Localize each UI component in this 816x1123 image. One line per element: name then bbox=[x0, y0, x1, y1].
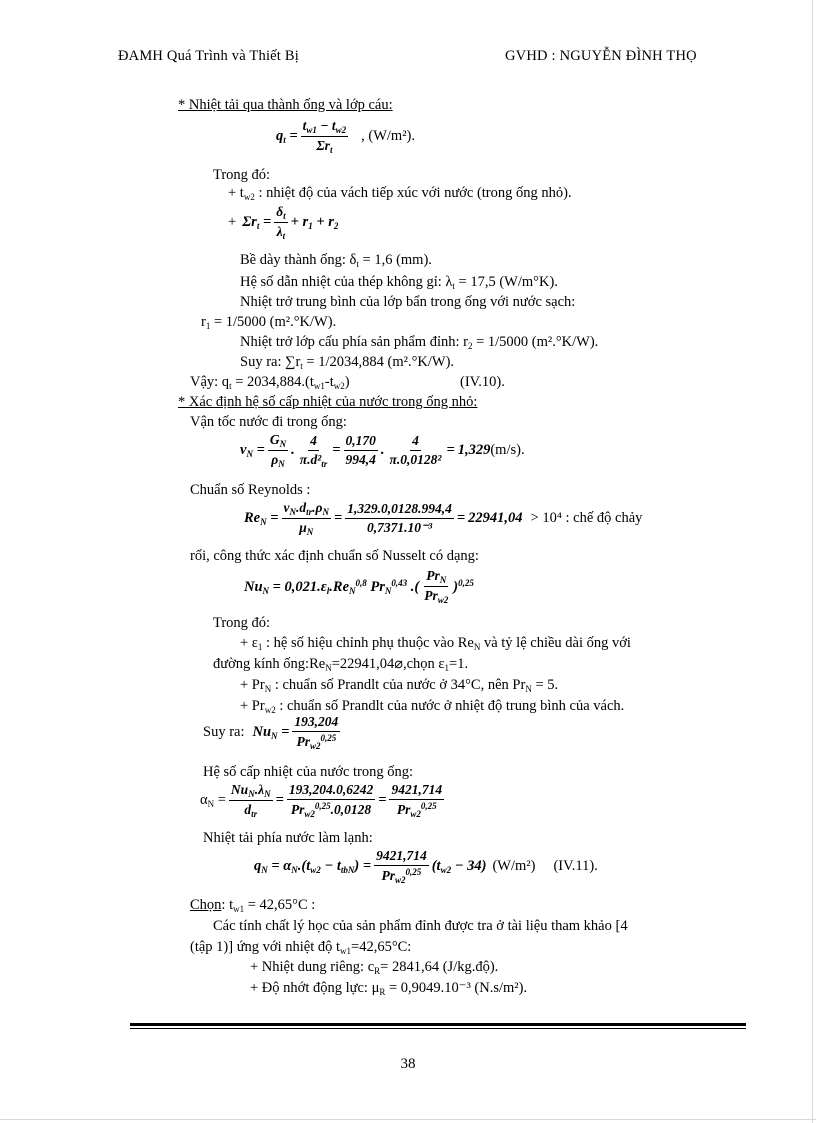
footer-rule-thin bbox=[130, 1028, 746, 1029]
equation-tag-iv10: (IV.10). bbox=[460, 374, 505, 390]
text-van-toc: Vận tốc nước đi trong ống: bbox=[190, 414, 347, 430]
text-nhiet-dung-rieng: + Nhiệt dung riêng: $c_R= 2841,64$ (J/kg.độ). bbox=[250, 959, 499, 976]
text-tw2-desc: + $t_{w2}$ : nhiệt độ của vách tiếp xúc với nước (trong ống nhỏ). bbox=[228, 185, 572, 202]
section-title-heat-transfer-coef: * Xác định hệ số cấp nhiệt của nước trong ống nhỏ: bbox=[178, 394, 478, 410]
text-chon: Chọn: $t_{w1} = 42,65^\circ C$ : bbox=[190, 897, 316, 914]
header-left: ĐAMH Quá Trình và Thiết Bị bbox=[118, 48, 299, 64]
text-vay: Vậy: $q_t = 2034,884.(t_{w1}-t_{w2})$ bbox=[190, 374, 350, 391]
header-right: GVHD : NGUYỄN ĐÌNH THỌ bbox=[505, 48, 697, 64]
equation-alpha: $\alpha_N$ = $\frac{Nu_N.\lambda_N}{d_{tr}}$ = $\frac{193,204.0,6242}{Pr_{w2}^{0,25}.0,0128}$ = $\frac{9421,714}{Pr_{w2}^{0,25}}$ bbox=[200, 782, 443, 819]
text-r1-desc: Nhiệt trở trung bình của lớp bẩn trong ống với nước sạch: bbox=[240, 294, 576, 310]
page-edge-bottom bbox=[0, 1119, 816, 1120]
text-cac-tinh-chat: Các tính chất lý học của sản phẩm đỉnh được tra ở tài liệu tham khảo [4 bbox=[213, 918, 628, 934]
equation-reynolds: $Re_N$ = $\frac{v_N.d_{tr}.\rho_N}{\mu_N}$ = $\frac{1,329.0,0128.994,4}{\text{0,7371.10⁻³}}$ = 22941,04 > 10⁴ : chế độ chảy bbox=[244, 500, 643, 537]
equation-nusselt: $Nu_N = 0,021.\varepsilon_l.Re_N^{0,8}$ $Pr_N^{0,43}$ .( $\frac{Pr_N}{Pr_{w2}}$ )$^{0,25}$ bbox=[244, 568, 474, 605]
text-trong-do-1: Trong đó: bbox=[213, 167, 271, 183]
page-number: 38 bbox=[400, 1056, 416, 1072]
page-edge-right bbox=[812, 0, 813, 1123]
equation-nu-result: Suy ra: $Nu_N$ = $\frac{193,204}{Pr_{w2}^{0,25}}$ bbox=[203, 714, 339, 751]
equation-qt-unit: , (W/m²). bbox=[361, 128, 416, 144]
equation-qn: $q_N = \alpha_N.(t_{w2} - t_{tbN})$ = $\frac{9421,714}{Pr_{w2}^{0,25}}$ $(t_{w2} - 34)$ (W/m²) (IV.11). bbox=[254, 848, 598, 885]
text-tap-1: (tập 1)] ứng với nhiệt độ $t_{w1}=42,65^\circ C$: bbox=[190, 939, 412, 956]
text-prn-desc: + $Pr_N$ : chuẩn số Prandlt của nước ở 34°C, nên $Pr_N = 5$. bbox=[240, 677, 559, 694]
text-r2: Nhiệt trở lớp cấu phía sản phẩm đỉnh: $r_2 = 1/5000$ (m².°K/W). bbox=[240, 334, 599, 351]
text-he-so-cap-nhiet: Hệ số cấp nhiệt của nước trong ống: bbox=[203, 764, 414, 780]
text-suy-ra-sum: Suy ra: $\sum r_t = 1/2034,884$ (m².°K/W). bbox=[240, 354, 455, 371]
text-trong-do-2: Trong đó: bbox=[213, 615, 271, 631]
text-be-day: Bề dày thành ống: $\delta_t = 1,6$ (mm). bbox=[240, 252, 432, 269]
equation-sum-rt: + $\Sigma r_t$ = $\frac{\delta_t}{\lambda_t}$ + $r_1 + r_2$ bbox=[228, 204, 339, 241]
text-do-nhot: + Độ nhớt động lực: $\mu_R = 0,9049.10^{-3}$ (N.s/m²). bbox=[250, 980, 528, 997]
footer-rule-thick bbox=[130, 1023, 746, 1026]
text-he-so-dan-nhiet: Hệ số dẫn nhiệt của thép không gỉ: $\lambda_t = 17,5$ (W/m°K). bbox=[240, 274, 558, 291]
text-prw-desc: + $Pr_{w2}$ : chuẩn số Prandlt của nước ở nhiệt độ trung bình của vách. bbox=[240, 698, 625, 715]
equation-velocity: $v_N$ = $\frac{G_N}{\rho_N}$ . $\frac{4}{\pi.d^2_{tr}}$ = $\frac{0,170}{994,4}$ . $\frac{4}{\text{π.0,0128²}}$ = 1,329 (m/s). bbox=[240, 432, 525, 469]
text-r1: $r_1 = 1/5000$ (m².°K/W). bbox=[201, 314, 337, 331]
section-title-heat-load: * Nhiệt tải qua thành ống và lớp cáu: bbox=[178, 97, 393, 113]
text-e1-line2: đường kính $ống:Re_N=22941,04⌀,chọn$ $\varepsilon_1=1$. bbox=[213, 656, 469, 673]
text-reynolds-title: Chuẩn số Reynolds : bbox=[190, 482, 311, 498]
text-roi: rối, công thức xác định chuẩn số Nusselt có dạng: bbox=[190, 548, 479, 564]
text-e1-desc: + $\varepsilon_1$ : hệ số hiệu chỉnh phụ thuộc vào $Re_N$ và tỷ lệ chiều dài ống với bbox=[240, 635, 631, 652]
text-nhiet-tai-nuoc: Nhiệt tải phía nước làm lạnh: bbox=[203, 830, 373, 846]
equation-qt: $q_t$ = $\frac{t_{w1} - t_{w2}}{\Sigma r_t}$ , (W/m²). bbox=[276, 118, 416, 155]
